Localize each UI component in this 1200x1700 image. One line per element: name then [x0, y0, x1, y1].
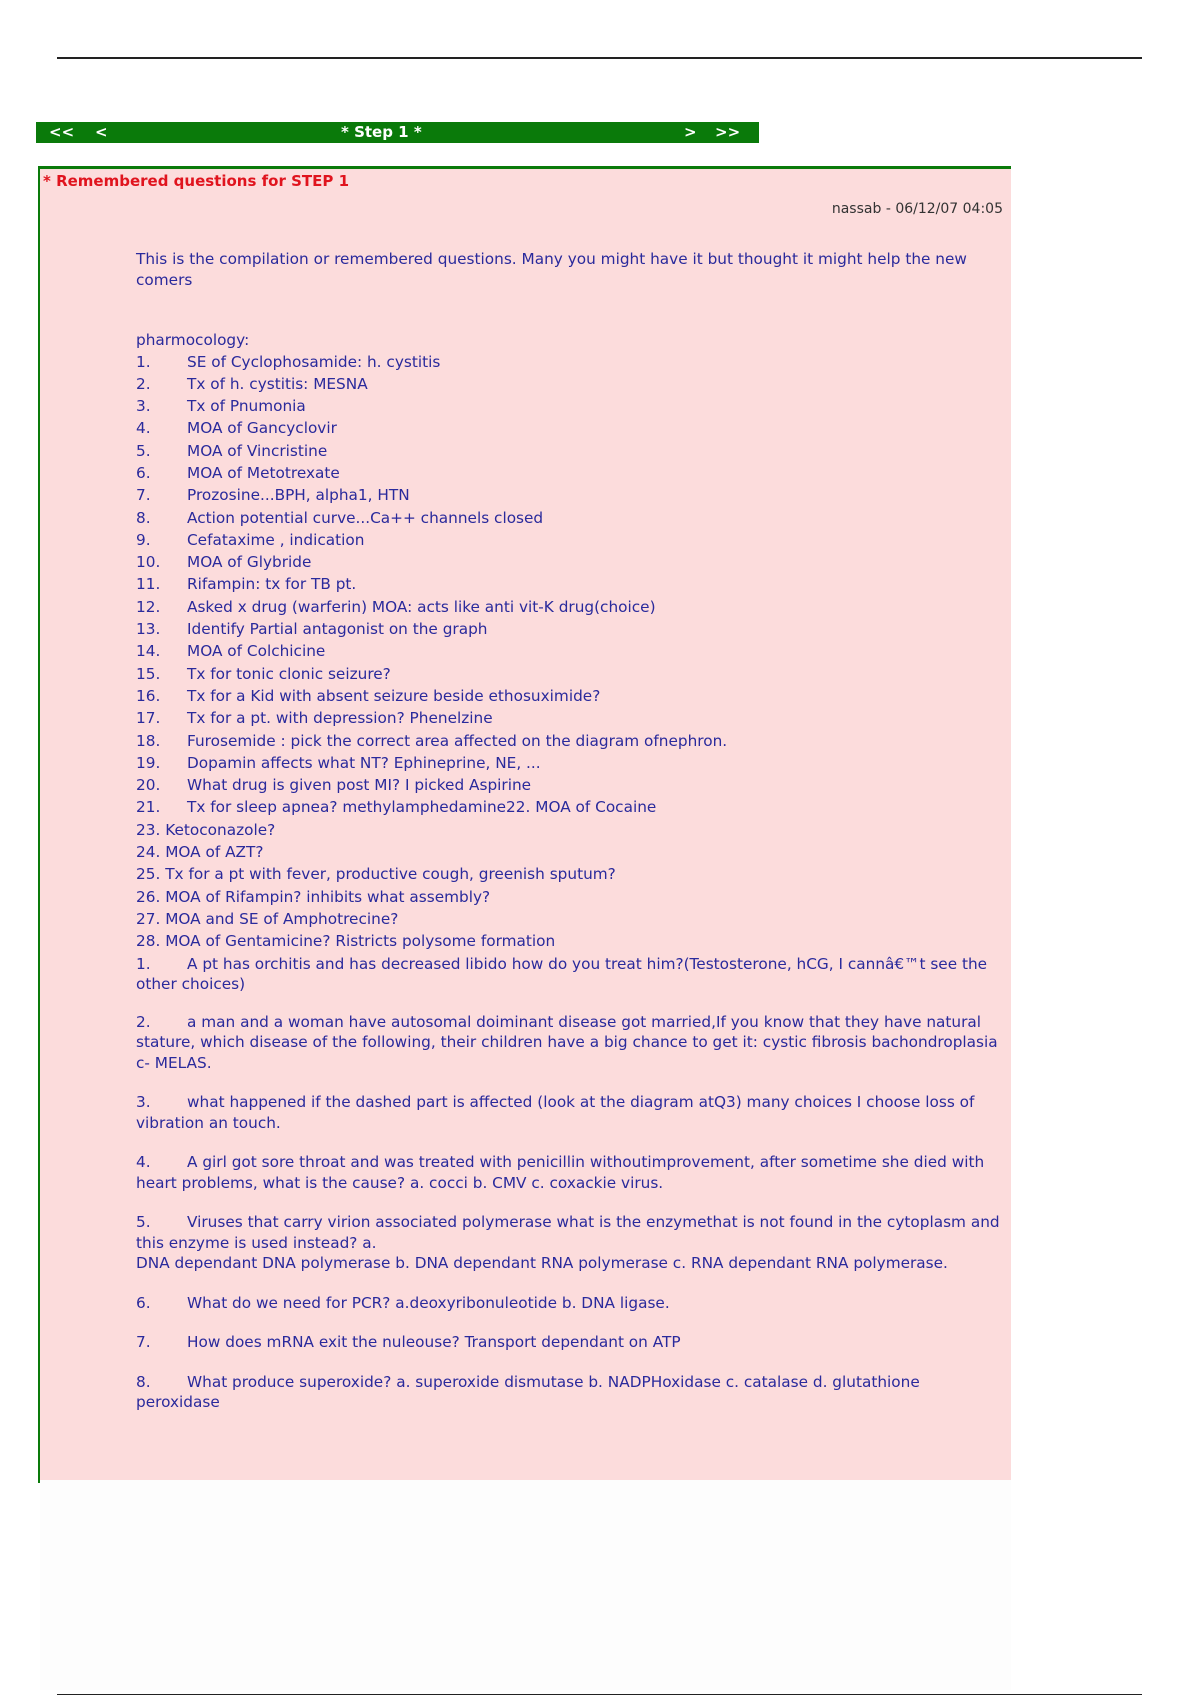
list-item	[136, 663, 1006, 685]
list-item: 23. Ketoconazole?	[136, 820, 276, 839]
list-item-text: Action potential curve...Ca++ channels closed	[187, 508, 544, 527]
list-item-number: 2.	[136, 374, 151, 393]
questions-list	[136, 954, 1006, 1413]
question-item	[136, 1092, 1006, 1133]
next-page-link[interactable]: >	[684, 123, 697, 141]
list-item	[136, 618, 1006, 640]
list-item-text: What drug is given post MI? I picked Aspirine	[187, 776, 532, 795]
list-item-number: 17.	[136, 709, 161, 728]
list-item	[136, 440, 1006, 462]
question-text: How does mRNA exit the nuleouse? Transport dependant on ATP	[187, 1333, 681, 1352]
list-item	[136, 774, 1006, 796]
list-item	[136, 640, 1006, 662]
list-item	[136, 507, 1006, 529]
post-title: * Remembered questions for STEP 1	[43, 172, 350, 190]
list-item-text: Furosemide : pick the correct area affected on the diagram ofnephron.	[187, 731, 728, 750]
post-intro: This is the compilation or remembered questions. Many you might have it but thought it might help the new comers	[136, 250, 967, 289]
list-item-number: 15.	[136, 664, 161, 683]
list-item: 26. MOA of Rifampin? inhibits what assembly?	[136, 887, 491, 906]
question-text: what happened if the dashed part is affected (look at the diagram atQ3) many choices I choose loss of vibration an touch.	[136, 1093, 975, 1132]
list-item	[136, 417, 1006, 439]
list-item-text: Prozosine...BPH, alpha1, HTN	[187, 486, 410, 505]
list-item-number: 20.	[136, 776, 161, 795]
list-item	[136, 796, 1006, 818]
list-item-text: MOA of Colchicine	[187, 642, 326, 661]
list-item-number: 4.	[136, 419, 151, 438]
list-item	[136, 573, 1006, 595]
list-item	[136, 484, 1006, 506]
forum-title-link[interactable]: * Step 1 *	[341, 123, 422, 141]
list-item	[136, 596, 1006, 618]
list-item	[136, 551, 1006, 573]
list-item	[136, 462, 1006, 484]
question-number: 1.	[136, 954, 151, 973]
question-text: a man and a woman have autosomal doiminant disease got married,If you know that they have natural stature, which disease of the following, their children have a big chance to get it: cystic fibrosis bachondroplasia c- MELAS.	[136, 1012, 998, 1072]
list-item-text: MOA of Gancyclovir	[187, 419, 337, 438]
question-item	[136, 1293, 1006, 1314]
list-item	[136, 373, 1006, 395]
blank-area	[40, 1480, 1011, 1690]
question-text: Viruses that carry virion associated polymerase what is the enzymethat is not found in the cytoplasm and this enzyme is used instead? a.	[136, 1213, 1000, 1252]
list-item-number: 12.	[136, 597, 161, 616]
question-text: A pt has orchitis and has decreased libido how do you treat him?(Testosterone, hCG, I cannâ€™t see the other choices)	[136, 954, 988, 994]
list-item-number: 21.	[136, 798, 161, 817]
question-number: 5.	[136, 1213, 151, 1232]
list-item-text: MOA of Vincristine	[187, 441, 328, 460]
question-number: 6.	[136, 1293, 151, 1312]
previous-page-link[interactable]: <	[95, 123, 108, 141]
question-number: 3.	[136, 1093, 151, 1112]
question-item	[136, 954, 1006, 995]
list-item-text: Tx for a Kid with absent seizure beside ethosuximide?	[187, 686, 601, 705]
last-page-link[interactable]: >>	[715, 123, 741, 141]
question-number: 4.	[136, 1153, 151, 1172]
question-text: What produce superoxide? a. superoxide dismutase b. NADPHoxidase c. catalase d. glutathione peroxidase	[136, 1372, 920, 1412]
list-item-number: 3.	[136, 397, 151, 416]
list-item-number: 10.	[136, 553, 161, 572]
section-heading: pharmocology:	[136, 331, 250, 349]
question-item	[136, 1012, 1006, 1074]
list-item	[136, 752, 1006, 774]
list-item	[136, 529, 1006, 551]
list-item-text: Dopamin affects what NT? Ephineprine, NE, ...	[187, 753, 541, 772]
list-item	[136, 395, 1006, 417]
list-item	[136, 685, 1006, 707]
list-item	[136, 707, 1006, 729]
list-item-text: Tx of Pnumonia	[187, 397, 306, 416]
list-item-number: 19.	[136, 753, 161, 772]
list-item	[136, 351, 1006, 373]
list-item-text: MOA of Glybride	[187, 553, 312, 572]
list-item-number: 16.	[136, 686, 161, 705]
post-panel	[38, 166, 1011, 1483]
list-item-text: Tx for tonic clonic seizure?	[187, 664, 391, 683]
list-item-text: Identify Partial antagonist on the graph	[187, 620, 488, 639]
question-text: What do we need for PCR? a.deoxyribonuleotide b. DNA ligase.	[187, 1293, 670, 1312]
list-item: 25. Tx for a pt with fever, productive cough, greenish sputum?	[136, 865, 616, 884]
list-item-text: Tx for sleep apnea? methylamphedamine22. MOA of Cocaine	[187, 798, 657, 817]
question-item	[136, 1332, 1006, 1353]
question-number: 2.	[136, 1012, 151, 1031]
list-item-number: 18.	[136, 731, 161, 750]
list-item: 27. MOA and SE of Amphotrecine?	[136, 909, 399, 928]
list-item-number: 13.	[136, 620, 161, 639]
list-item-text: Tx for a pt. with depression? Phenelzine	[187, 709, 493, 728]
question-item	[136, 1372, 1006, 1413]
question-text: A girl got sore throat and was treated with penicillin withoutimprovement, after sometime she died with heart problems, what is the cause? a. cocci b. CMV c. coxackie virus.	[136, 1153, 985, 1192]
list-item-number: 8.	[136, 508, 151, 527]
list-item-text: SE of Cyclophosamide: h. cystitis	[187, 352, 441, 371]
list-item: 24. MOA of AZT?	[136, 843, 264, 862]
question-number: 7.	[136, 1333, 151, 1352]
list-item-text: Cefataxime , indication	[187, 530, 365, 549]
post-body	[136, 249, 1006, 1432]
list-item-number: 5.	[136, 441, 151, 460]
list-item-number: 14.	[136, 642, 161, 661]
list-item-number: 7.	[136, 486, 151, 505]
question-choices: DNA dependant DNA polymerase b. DNA dependant RNA polymerase c. RNA dependant RNA polymerase.	[136, 1254, 948, 1273]
list-item-number: 11.	[136, 575, 161, 594]
question-item	[136, 1212, 1006, 1274]
post-author-date: nassab - 06/12/07 04:05	[831, 201, 1003, 217]
top-rule	[57, 57, 1142, 59]
list-item	[136, 730, 1006, 752]
first-page-link[interactable]: <<	[49, 123, 75, 141]
question-item	[136, 1152, 1006, 1193]
list-item-number: 6.	[136, 463, 151, 482]
list-item-number: 9.	[136, 530, 151, 549]
list-item-text: Rifampin: tx for TB pt.	[187, 575, 357, 594]
question-number: 8.	[136, 1372, 151, 1391]
list-item-text: Tx of h. cystitis: MESNA	[187, 374, 368, 393]
bottom-rule	[57, 1694, 1142, 1695]
step-navigation-bar	[36, 122, 759, 143]
list-item-text: Asked x drug (warferin) MOA: acts like anti vit-K drug(choice)	[187, 597, 656, 616]
list-item-number: 1.	[136, 352, 151, 371]
pharmacology-list	[136, 351, 1006, 953]
list-item-text: MOA of Metotrexate	[187, 463, 340, 482]
list-item: 28. MOA of Gentamicine? Ristricts polysome formation	[136, 932, 556, 951]
